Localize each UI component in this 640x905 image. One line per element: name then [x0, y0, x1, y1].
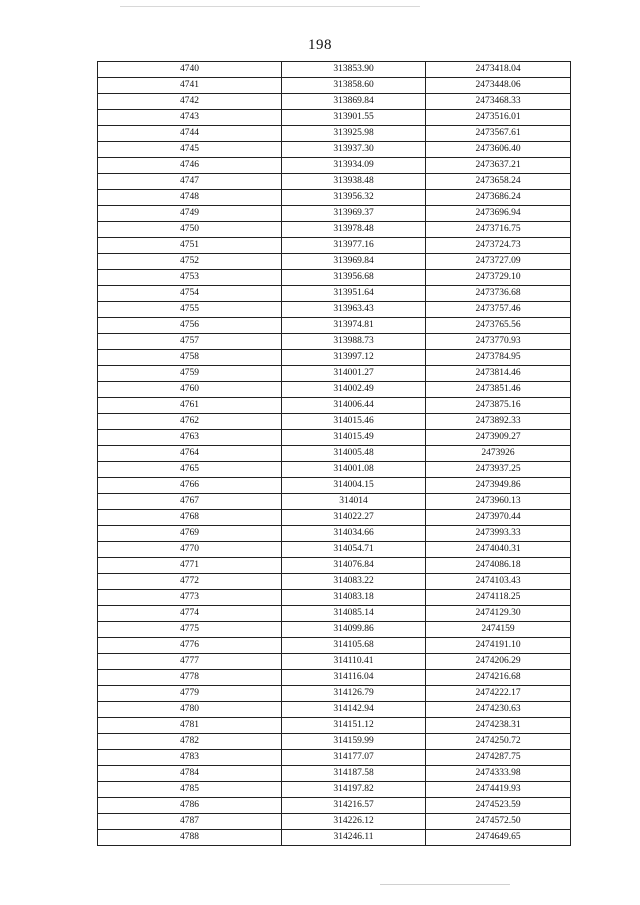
x-coordinate-cell: 314022.27: [282, 510, 426, 526]
table-row: [98, 190, 571, 206]
x-coordinate-cell: 313925.98: [282, 126, 426, 142]
y-coordinate-cell: 2473875.16: [426, 398, 571, 414]
y-coordinate-cell: 2473686.24: [426, 190, 571, 206]
y-coordinate-cell: 2474191.10: [426, 638, 571, 654]
point-number-cell: 4764: [98, 446, 282, 462]
table-row: [98, 382, 571, 398]
table-row: [98, 238, 571, 254]
y-coordinate-cell: 2473696.94: [426, 206, 571, 222]
y-coordinate-cell: 2474086.18: [426, 558, 571, 574]
y-coordinate-cell: 2473960.13: [426, 494, 571, 510]
table-row: [98, 222, 571, 238]
point-number-cell: 4784: [98, 766, 282, 782]
y-coordinate-cell: 2474118.25: [426, 590, 571, 606]
coordinate-table-body: [98, 62, 571, 846]
y-coordinate-cell: 2474103.43: [426, 574, 571, 590]
table-row: [98, 574, 571, 590]
point-number-cell: 4787: [98, 814, 282, 830]
x-coordinate-cell: 314216.57: [282, 798, 426, 814]
point-number-cell: 4746: [98, 158, 282, 174]
y-coordinate-cell: 2474222.17: [426, 686, 571, 702]
table-row: [98, 126, 571, 142]
point-number-cell: 4769: [98, 526, 282, 542]
table-row: [98, 446, 571, 462]
table-row: [98, 638, 571, 654]
table-row: [98, 366, 571, 382]
x-coordinate-cell: 314177.07: [282, 750, 426, 766]
y-coordinate-cell: 2474230.63: [426, 702, 571, 718]
y-coordinate-cell: 2473637.21: [426, 158, 571, 174]
y-coordinate-cell: 2474649.65: [426, 830, 571, 846]
x-coordinate-cell: 314014: [282, 494, 426, 510]
point-number-cell: 4751: [98, 238, 282, 254]
point-number-cell: 4752: [98, 254, 282, 270]
x-coordinate-cell: 313869.84: [282, 94, 426, 110]
x-coordinate-cell: 314142.94: [282, 702, 426, 718]
point-number-cell: 4753: [98, 270, 282, 286]
y-coordinate-cell: 2473567.61: [426, 126, 571, 142]
y-coordinate-cell: 2473851.46: [426, 382, 571, 398]
y-coordinate-cell: 2474206.29: [426, 654, 571, 670]
x-coordinate-cell: 314083.18: [282, 590, 426, 606]
x-coordinate-cell: 313997.12: [282, 350, 426, 366]
table-row: [98, 334, 571, 350]
table-row: [98, 350, 571, 366]
y-coordinate-cell: 2473784.95: [426, 350, 571, 366]
x-coordinate-cell: 313978.48: [282, 222, 426, 238]
x-coordinate-cell: 313934.09: [282, 158, 426, 174]
point-number-cell: 4741: [98, 78, 282, 94]
y-coordinate-cell: 2473909.27: [426, 430, 571, 446]
table-row: [98, 782, 571, 798]
x-coordinate-cell: 314004.15: [282, 478, 426, 494]
point-number-cell: 4747: [98, 174, 282, 190]
point-number-cell: 4740: [98, 62, 282, 78]
point-number-cell: 4772: [98, 574, 282, 590]
x-coordinate-cell: 314110.41: [282, 654, 426, 670]
table-row: [98, 542, 571, 558]
x-coordinate-cell: 313937.30: [282, 142, 426, 158]
x-coordinate-cell: 313858.60: [282, 78, 426, 94]
point-number-cell: 4785: [98, 782, 282, 798]
x-coordinate-cell: 313974.81: [282, 318, 426, 334]
point-number-cell: 4765: [98, 462, 282, 478]
table-row: [98, 766, 571, 782]
point-number-cell: 4763: [98, 430, 282, 446]
point-number-cell: 4779: [98, 686, 282, 702]
table-row: [98, 814, 571, 830]
table-row: [98, 142, 571, 158]
point-number-cell: 4778: [98, 670, 282, 686]
x-coordinate-cell: 314083.22: [282, 574, 426, 590]
y-coordinate-cell: 2473770.93: [426, 334, 571, 350]
point-number-cell: 4744: [98, 126, 282, 142]
x-coordinate-cell: 314085.14: [282, 606, 426, 622]
y-coordinate-cell: 2474216.68: [426, 670, 571, 686]
point-number-cell: 4771: [98, 558, 282, 574]
table-row: [98, 798, 571, 814]
y-coordinate-cell: 2473716.75: [426, 222, 571, 238]
point-number-cell: 4749: [98, 206, 282, 222]
table-row: [98, 494, 571, 510]
y-coordinate-cell: 2473729.10: [426, 270, 571, 286]
x-coordinate-cell: 314054.71: [282, 542, 426, 558]
y-coordinate-cell: 2473937.25: [426, 462, 571, 478]
x-coordinate-cell: 314187.58: [282, 766, 426, 782]
y-coordinate-cell: 2473606.40: [426, 142, 571, 158]
y-coordinate-cell: 2473970.44: [426, 510, 571, 526]
point-number-cell: 4788: [98, 830, 282, 846]
x-coordinate-cell: 313956.32: [282, 190, 426, 206]
table-row: [98, 718, 571, 734]
y-coordinate-cell: 2474159: [426, 622, 571, 638]
scan-top-rule: [120, 6, 420, 7]
table-row: [98, 94, 571, 110]
y-coordinate-cell: 2473765.56: [426, 318, 571, 334]
point-number-cell: 4742: [98, 94, 282, 110]
y-coordinate-cell: 2473418.04: [426, 62, 571, 78]
table-row: [98, 430, 571, 446]
table-row: [98, 686, 571, 702]
point-number-cell: 4775: [98, 622, 282, 638]
x-coordinate-cell: 314015.46: [282, 414, 426, 430]
x-coordinate-cell: 314001.08: [282, 462, 426, 478]
x-coordinate-cell: 314126.79: [282, 686, 426, 702]
point-number-cell: 4767: [98, 494, 282, 510]
table-row: [98, 62, 571, 78]
table-row: [98, 254, 571, 270]
x-coordinate-cell: 313938.48: [282, 174, 426, 190]
x-coordinate-cell: 314159.99: [282, 734, 426, 750]
x-coordinate-cell: 313951.64: [282, 286, 426, 302]
y-coordinate-cell: 2474250.72: [426, 734, 571, 750]
x-coordinate-cell: 313956.68: [282, 270, 426, 286]
x-coordinate-cell: 314151.12: [282, 718, 426, 734]
point-number-cell: 4758: [98, 350, 282, 366]
table-row: [98, 526, 571, 542]
coordinate-table: [97, 61, 571, 846]
point-number-cell: 4770: [98, 542, 282, 558]
y-coordinate-cell: 2473468.33: [426, 94, 571, 110]
table-row: [98, 110, 571, 126]
point-number-cell: 4757: [98, 334, 282, 350]
y-coordinate-cell: 2473658.24: [426, 174, 571, 190]
point-number-cell: 4781: [98, 718, 282, 734]
point-number-cell: 4780: [98, 702, 282, 718]
y-coordinate-cell: 2474523.59: [426, 798, 571, 814]
point-number-cell: 4754: [98, 286, 282, 302]
y-coordinate-cell: 2473949.86: [426, 478, 571, 494]
table-row: [98, 206, 571, 222]
point-number-cell: 4768: [98, 510, 282, 526]
y-coordinate-cell: 2474419.93: [426, 782, 571, 798]
point-number-cell: 4777: [98, 654, 282, 670]
point-number-cell: 4743: [98, 110, 282, 126]
point-number-cell: 4782: [98, 734, 282, 750]
x-coordinate-cell: 314002.49: [282, 382, 426, 398]
x-coordinate-cell: 314197.82: [282, 782, 426, 798]
y-coordinate-cell: 2473736.68: [426, 286, 571, 302]
x-coordinate-cell: 314006.44: [282, 398, 426, 414]
x-coordinate-cell: 313901.55: [282, 110, 426, 126]
table-row: [98, 270, 571, 286]
x-coordinate-cell: 314105.68: [282, 638, 426, 654]
table-row: [98, 462, 571, 478]
point-number-cell: 4762: [98, 414, 282, 430]
y-coordinate-cell: 2473516.01: [426, 110, 571, 126]
x-coordinate-cell: 313988.73: [282, 334, 426, 350]
y-coordinate-cell: 2473448.06: [426, 78, 571, 94]
x-coordinate-cell: 314005.48: [282, 446, 426, 462]
x-coordinate-cell: 314246.11: [282, 830, 426, 846]
x-coordinate-cell: 314076.84: [282, 558, 426, 574]
table-row: [98, 78, 571, 94]
x-coordinate-cell: 313969.37: [282, 206, 426, 222]
table-row: [98, 670, 571, 686]
table-row: [98, 398, 571, 414]
point-number-cell: 4756: [98, 318, 282, 334]
x-coordinate-cell: 313963.43: [282, 302, 426, 318]
y-coordinate-cell: 2474287.75: [426, 750, 571, 766]
point-number-cell: 4760: [98, 382, 282, 398]
y-coordinate-cell: 2474238.31: [426, 718, 571, 734]
point-number-cell: 4786: [98, 798, 282, 814]
y-coordinate-cell: 2473814.46: [426, 366, 571, 382]
point-number-cell: 4776: [98, 638, 282, 654]
x-coordinate-cell: 314015.49: [282, 430, 426, 446]
point-number-cell: 4774: [98, 606, 282, 622]
x-coordinate-cell: 314099.86: [282, 622, 426, 638]
table-row: [98, 606, 571, 622]
table-row: [98, 158, 571, 174]
point-number-cell: 4755: [98, 302, 282, 318]
x-coordinate-cell: 314001.27: [282, 366, 426, 382]
table-row: [98, 734, 571, 750]
table-row: [98, 558, 571, 574]
point-number-cell: 4748: [98, 190, 282, 206]
y-coordinate-cell: 2474572.50: [426, 814, 571, 830]
table-row: [98, 414, 571, 430]
point-number-cell: 4773: [98, 590, 282, 606]
table-row: [98, 510, 571, 526]
y-coordinate-cell: 2473724.73: [426, 238, 571, 254]
point-number-cell: 4759: [98, 366, 282, 382]
y-coordinate-cell: 2474129.30: [426, 606, 571, 622]
x-coordinate-cell: 314226.12: [282, 814, 426, 830]
table-row: [98, 750, 571, 766]
y-coordinate-cell: 2474333.98: [426, 766, 571, 782]
y-coordinate-cell: 2473892.33: [426, 414, 571, 430]
point-number-cell: 4745: [98, 142, 282, 158]
point-number-cell: 4766: [98, 478, 282, 494]
scan-bottom-rule: [380, 884, 510, 885]
table-row: [98, 478, 571, 494]
point-number-cell: 4761: [98, 398, 282, 414]
table-row: [98, 622, 571, 638]
x-coordinate-cell: 313969.84: [282, 254, 426, 270]
table-row: [98, 702, 571, 718]
table-row: [98, 174, 571, 190]
y-coordinate-cell: 2473757.46: [426, 302, 571, 318]
x-coordinate-cell: 314116.04: [282, 670, 426, 686]
table-row: [98, 590, 571, 606]
table-row: [98, 318, 571, 334]
point-number-cell: 4783: [98, 750, 282, 766]
y-coordinate-cell: 2473727.09: [426, 254, 571, 270]
y-coordinate-cell: 2474040.31: [426, 542, 571, 558]
x-coordinate-cell: 313853.90: [282, 62, 426, 78]
page-number: 198: [308, 37, 332, 53]
table-row: [98, 654, 571, 670]
y-coordinate-cell: 2473993.33: [426, 526, 571, 542]
table-row: [98, 286, 571, 302]
point-number-cell: 4750: [98, 222, 282, 238]
x-coordinate-cell: 313977.16: [282, 238, 426, 254]
y-coordinate-cell: 2473926: [426, 446, 571, 462]
x-coordinate-cell: 314034.66: [282, 526, 426, 542]
table-row: [98, 830, 571, 846]
table-row: [98, 302, 571, 318]
